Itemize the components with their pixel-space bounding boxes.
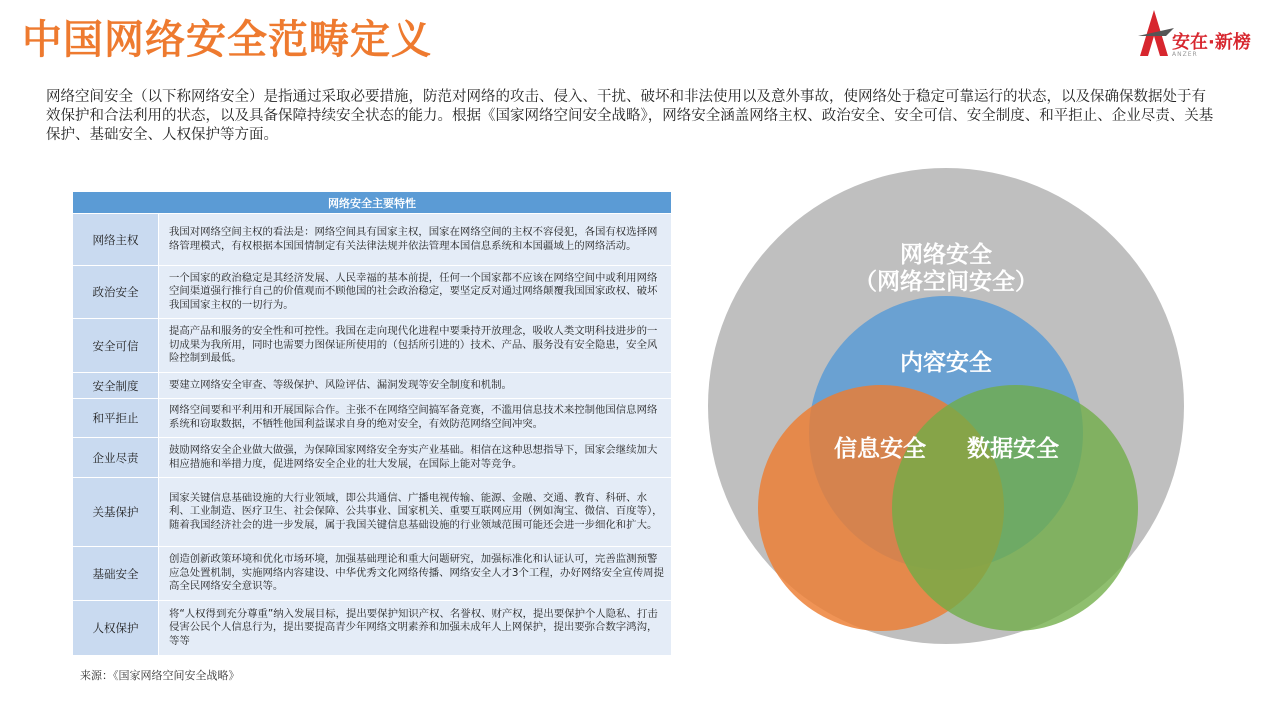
row-value: 鼓励网络安全企业做大做强，为保障国家网络安全夯实产业基础。相信在这种思想指导下，国家会继续加大相应措施和举措力度，促进网络安全企业的壮大发展，在国际上能对等竞争。 <box>159 438 672 478</box>
row-key: 安全制度 <box>73 373 159 399</box>
intro-paragraph: 网络空间安全（以下称网络安全）是指通过采取必要措施，防范对网络的攻击、侵入、干扰、破坏和非法使用以及意外事故，使网络处于稳定可靠运行的状态，以及保确保数据处于有效保护和合法利用的状态，以及具备保障持续安全状态的能力。根据《国家网络空间安全战略》，网络安全涵盖网络主权、政治安全、安全可信、安全制度、和平拒止、企业尽责、关基保护、基础安全、人权保护等方面。 <box>46 89 1214 143</box>
row-value: 我国对网络空间主权的看法是：网络空间具有国家主权，国家在网络空间的主权不容侵犯，各国有权选择网络管理模式，有权根据本国国情制定有关法律法规并依法管理本国信息系统和本国疆域上的网络活动。 <box>159 214 672 266</box>
venn-data-circle <box>892 385 1138 631</box>
source-note: 来源：《国家网络空间安全战略》 <box>80 669 240 682</box>
row-value: 要建立网络安全审查、等级保护、风险评估、漏洞发现等安全制度和机制。 <box>159 373 672 399</box>
row-key: 基础安全 <box>73 547 159 601</box>
venn-content-label: 内容安全 <box>900 350 992 376</box>
page-title: 中国网络安全范畴定义 <box>22 17 432 63</box>
row-key: 和平拒止 <box>73 399 159 438</box>
row-value: 一个国家的政治稳定是其经济发展、人民幸福的基本前提，任何一个国家都不应该在网络空间中或利用网络空间渠道强行推行自己的价值观而不顾他国的社会政治稳定，要坚定反对通过网络颠覆我国国家政权、破坏我国国家主权的一切行为。 <box>159 266 672 319</box>
row-key: 安全可信 <box>73 319 159 373</box>
row-key: 政治安全 <box>73 266 159 319</box>
row-key: 人权保护 <box>73 601 159 656</box>
brand-name: 安在·新榜 <box>1172 32 1251 53</box>
row-key: 企业尽责 <box>73 438 159 478</box>
venn-data-label: 数据安全 <box>967 436 1059 462</box>
row-value: 将“人权得到充分尊重”纳入发展目标，提出要保护知识产权、名誉权、财产权，提出要保护个人隐私、打击侵害公民个人信息行为，提出要提高青少年网络文明素养和加强未成年人上网保护，提出要弥合数字鸿沟，等等 <box>159 601 672 656</box>
row-value: 提高产品和服务的安全性和可控性。我国在走向现代化进程中要秉持开放理念，吸收人类文明科技进步的一切成果为我所用，同时也需要力图保证所使用的（包括所引进的）技术、产品、服务没有安全隐患，安全风险控制到最低。 <box>159 319 672 373</box>
row-key: 网络主权 <box>73 214 159 266</box>
row-value: 国家关键信息基础设施的大行业领域，即公共通信、广播电视传输、能源、金融、交通、教育、科研、水利、工业制造、医疗卫生、社会保障、公共事业、国家机关、重要互联网应用（例如淘宝、微信、百度等），随着我国经济社会的进一步发展，属于我国关键信息基础设施的行业领域范围可能还会进一步细化和扩大。 <box>159 478 672 547</box>
venn-info-label: 信息安全 <box>834 436 926 462</box>
row-value: 创造创新政策环境和优化市场环境，加强基础理论和重大问题研究，加强标准化和认证认可，完善监测预警应急处置机制，实施网络内容建设、中华优秀文化网络传播、网络安全人才3个工程，办好网络安全宣传周提高全民网络安全意识等。 <box>159 547 672 601</box>
table-header: 网络安全主要特性 <box>73 192 672 214</box>
brand-sub: ANZER <box>1172 51 1198 58</box>
venn-outer-sublabel: （网络空间安全） <box>854 269 1038 295</box>
row-value: 网络空间要和平利用和开展国际合作。主张不在网络空间搞军备竞赛，不滥用信息技术来控制他国信息网络系统和窃取数据，不牺牲他国利益谋求自身的绝对安全，有效防范网络空间冲突。 <box>159 399 672 438</box>
row-key: 关基保护 <box>73 478 159 547</box>
venn-outer-label: 网络安全 <box>900 242 992 268</box>
